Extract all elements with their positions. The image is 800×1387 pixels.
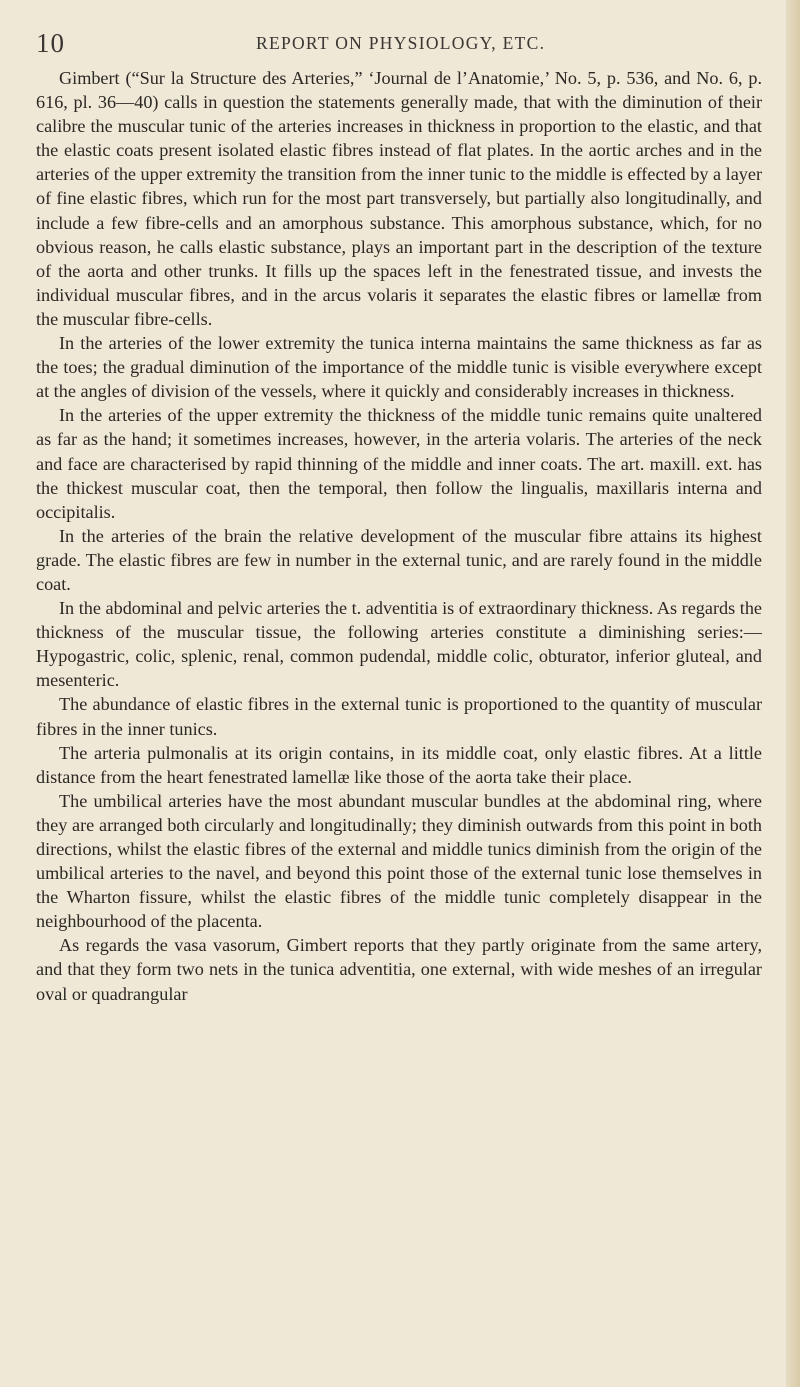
running-head-title: REPORT ON PHYSIOLOGY, ETC. [256, 33, 546, 53]
paragraph-umbilical: The umbilical arteries have the most abundant muscular bundles at the abdominal ring, where they are arranged both circularly and longitudinally; they diminish outwards from this point in both directions, whilst the elastic fibres of the external and middle tunics diminish from the origin of the umbilical arteries to the navel, and beyond this point those of the external tunic lose themselves in the Wharton fissure, whilst the elastic fibres of the middle tunic completely disappear in the neighbourhood of the placenta. [36, 790, 762, 932]
body-text [36, 66, 762, 1006]
paragraph-elastic-abundance: The abundance of elastic fibres in the external tunic is proportioned to the quantity of muscular fibres in the inner tunics. [36, 694, 762, 739]
page-edge [786, 0, 800, 1387]
paragraph-upper-extremity: In the arteries of the upper extremity the thickness of the middle tunic remains quite unaltered as far as the hand; it sometimes increases, however, in the arteria volaris. The arteries of the neck and face are characterised by rapid thinning of the middle and inner coats. The art. maxill. ext. has the thickest muscular coat, then the temporal, then follow the lingualis, maxillaris interna and occipitalis. [36, 405, 762, 522]
text-block [36, 0, 762, 1004]
paragraph-pulmonalis: The arteria pulmonalis at its origin contains, in its middle coat, only elastic fibres. At a little distance from the heart fenestrated lamellæ like those of the aorta take their place. [36, 742, 762, 787]
paragraph-gimbert-intro: Gimbert (“Sur la Structure des Arteries,” ‘Journal de l’Anatomie,’ No. 5, p. 536, and No. 6, p. 616, pl. 36—40) calls in question the statements generally made, that with the diminution of their calibre the muscular tunic of the arteries increases in thickness in proportion to the elastic, and that the elastic coats present isolated elastic fibres instead of flat plates. In the aortic arches and in the arteries of the upper extremity the transition from the inner tunic to the middle is effected by a layer of fine elastic fibres, which run for the most part transversely, but partially also longitudinally, and include a few fibre-cells and an amorphous substance. This amorphous substance, which, for no obvious reason, he calls elastic substance, plays an important part in the description of the texture of the aorta and other trunks. It fills up the spaces left in the fenestrated tissue, and invests the individual muscular fibres, and in the arcus volaris it separates the elastic fibres or lamellæ from the muscular fibre-cells. [36, 68, 762, 329]
paragraph-brain-arteries: In the arteries of the brain the relative development of the muscular fibre attains its highest grade. The elastic fibres are few in number in the external tunic, and are rarely found in the middle coat. [36, 525, 762, 594]
page-number: 10 [36, 28, 65, 58]
paragraph-lower-extremity: In the arteries of the lower extremity the tunica interna maintains the same thickness as far as the toes; the gradual diminution of the importance of the middle tunic is visible everywhere except at the angles of division of the vessels, where it quickly and considerably increases in thickness. [36, 333, 762, 402]
running-head [36, 0, 762, 60]
paragraph-abdominal-pelvic: In the abdominal and pelvic arteries the t. adventitia is of extraordinary thickness. As regards the thickness of the muscular tissue, the following arteries constitute a diminishing series:—Hypogastric, colic, splenic, renal, common pudendal, middle colic, obturator, inferior gluteal, and mesenteric. [36, 598, 762, 691]
paragraph-vasa-vasorum: As regards the vasa vasorum, Gimbert reports that they partly originate from the same artery, and that they form two nets in the tunica adventitia, one external, with wide meshes of an irregular oval or quadrangular [36, 935, 762, 1004]
